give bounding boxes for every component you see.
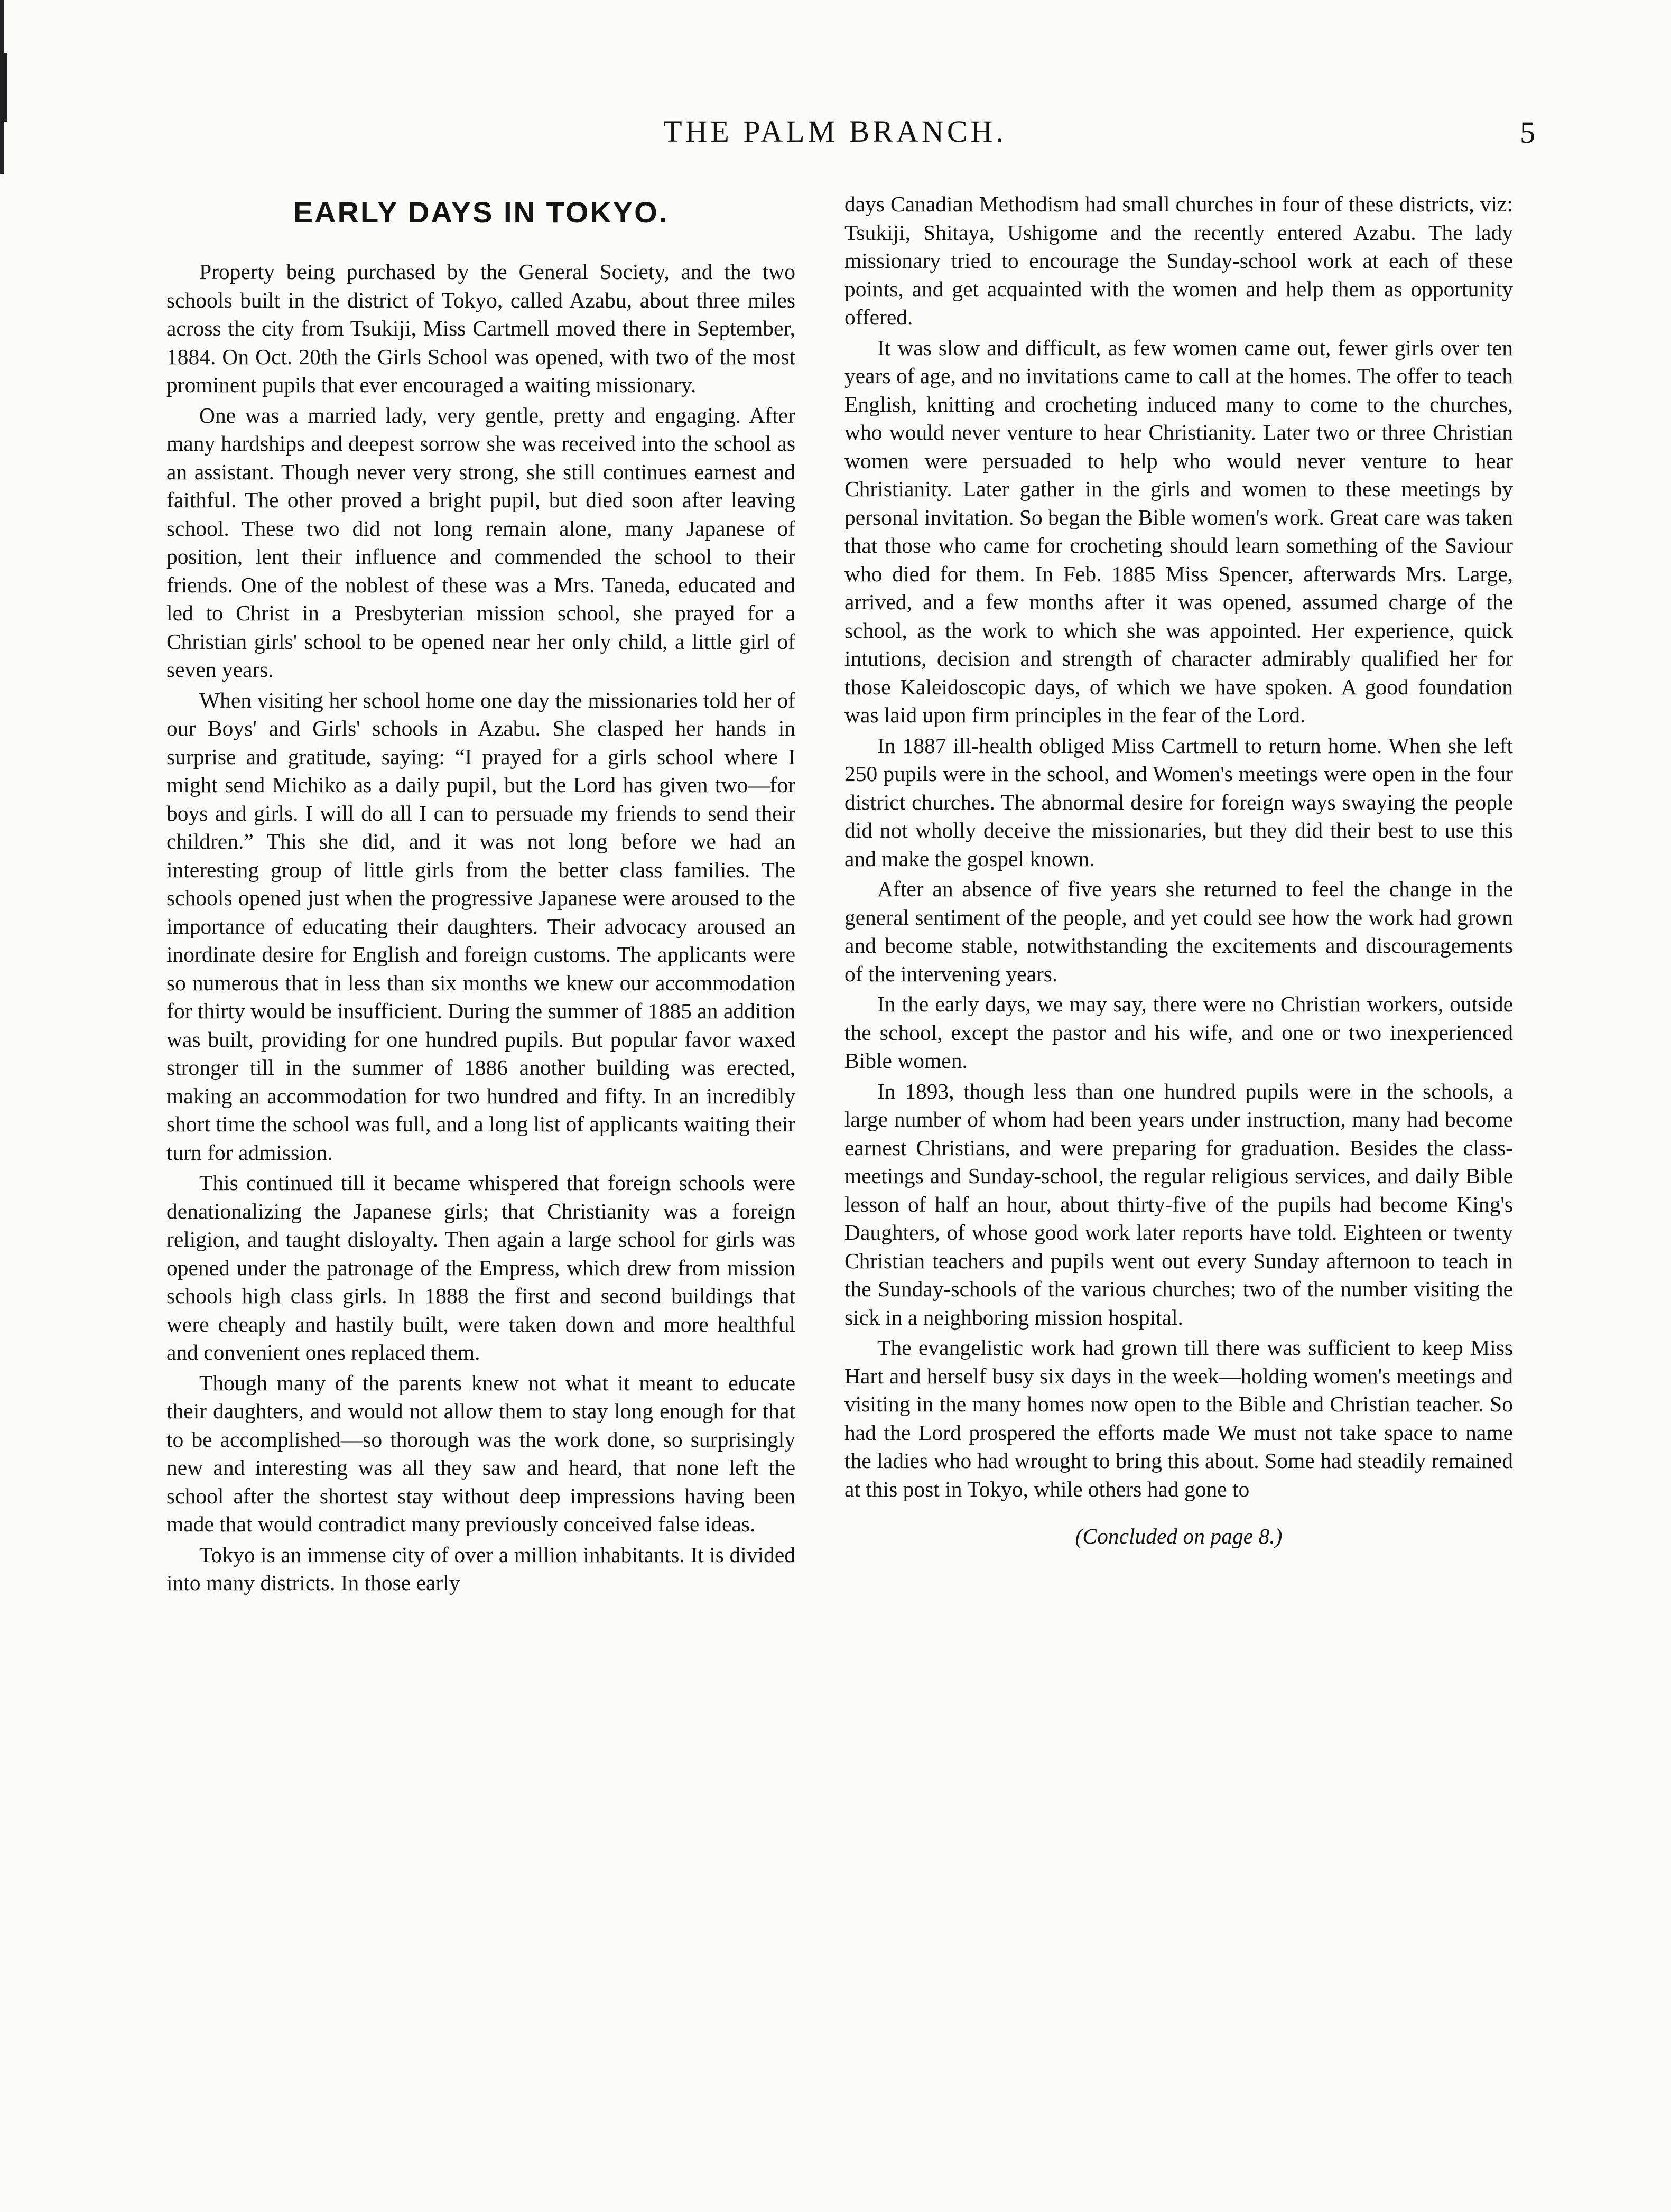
paragraph: After an absence of five years she returned to feel the change in the general sentiment of the people, and yet could see how the work had grown and become stable, notwithstanding the excitements and discouragements of the intervening years.	[844, 877, 1513, 986]
page-header	[166, 114, 1535, 161]
running-title: THE PALM BRANCH.	[663, 114, 1007, 148]
left-column	[166, 197, 795, 1597]
paragraph: In 1887 ill-health obliged Miss Cartmell to return home. When she left 250 pupils were in the school, and Women's meetings were open in the four district churches. The abnormal desire for foreign ways swaying the people did not wholly deceive the missionaries, but they did their best to use this and make the gospel known.	[844, 733, 1513, 871]
paragraph: In the early days, we may say, there were no Christian workers, outside the school, except the pastor and his wife, and one or two inexperienced Bible women.	[844, 992, 1513, 1073]
paragraph: When visiting her school home one day the missionaries told her of our Boys' and Girls' schools in Azabu. She clasped her hands in surprise and gratitude, saying: “I prayed for a girls school where I might send Michiko as a daily pupil, but the Lord has given two—for boys and girls. I will do all I can to persuade my friends to send their children.” This she did, and it was not long before we had an interesting group of little girls from the better class families. The schools opened just when the progressive Japanese were aroused to the importance of educating their daughters. Their advocacy aroused an inordinate desire for English and foreign customs. The applicants were so numerous that in less than six months we knew our accommodation for thirty would be insufficient. During the summer of 1885 an addition was built, providing for one hundred pupils. But popular favor waxed stronger till in the summer of 1886 another building was erected, making an accommodation for two hundred and fifty. In an incredibly short time the school was full, and a long list of applicants waiting their turn for admission.	[166, 687, 795, 1165]
paragraph: Tokyo is an immense city of over a million inhabitants. It is divided into many districts. In those early	[166, 1542, 795, 1595]
article-title: EARLY DAYS IN TOKYO.	[293, 196, 669, 229]
paragraph: In 1893, though less than one hundred pupils were in the schools, a large number of whom had been years under instruction, many had become earnest Christians, and were preparing for graduation. Besides the class-meetings and Sunday-school, the regular religious services, and daily Bible lesson of half an hour, about thirty-five of the pupils had become King's Daughters, of whose good work later reports have told. Eighteen or twenty Christian teachers and pupils went out every Sunday afternoon to teach in the Sunday-schools of the various churches; two of the number visiting the sick in a neighboring mission hospital.	[844, 1079, 1513, 1330]
paragraph: It was slow and difficult, as few women came out, fewer girls over ten years of age, and no invitations came to call at the homes. The offer to teach English, knitting and crocheting induced many to come to the churches, who would never venture to hear Christianity. Later two or three Christian women were persuaded to help who would never venture to hear Christianity. Later gather in the girls and women to these meetings by personal invitation. So began the Bible women's work. Great care was taken that those who came for crocheting should learn something of the Saviour who died for them. In Feb. 1885 Miss Spencer, afterwards Mrs. Large, arrived, and a few months after it was opened, assumed charge of the school, as the work to which she was appointed. Her experience, quick intutions, decision and strength of character admirably qualified her for those Kaleidoscopic days, of which we have spoken. A good foundation was laid upon firm principles in the fear of the Lord.	[844, 335, 1513, 727]
right-column	[844, 190, 1513, 1551]
margin-rule-mark-lower	[0, 53, 7, 122]
continuation-note: (Concluded on page 8.)	[1075, 1524, 1283, 1548]
paragraph: Though many of the parents knew not what it meant to educate their daughters, and would not allow them to stay long enough for that to be accomplished—so thorough was the work done, so surprisingly new and interesting was all they saw and heard, that none left the school after the shortest stay without deep impressions having been made that would contradict many previously conceived false ideas.	[166, 1370, 795, 1536]
paragraph: Property being purchased by the General Society, and the two schools built in the district of Tokyo, called Azabu, about three miles across the city from Tsukiji, Miss Cartmell moved there in September, 1884. On Oct. 20th the Girls School was opened, with two of the most prominent pupils that ever encouraged a waiting missionary.	[166, 259, 795, 397]
paragraph-continued: days Canadian Methodism had small churches in four of these districts, viz: Tsukiji, Shitaya, Ushigome and the recently entered Azabu. The lady missionary tried to encourage the Sunday-school work at each of these points, and get acquainted with the women and help them as opportunity offered.	[844, 192, 1513, 329]
paragraph: The evangelistic work had grown till there was sufficient to keep Miss Hart and herself busy six days in the week—holding women's meetings and visiting in the many homes now open to the Bible and Christian teacher. So had the Lord prospered the efforts made We must not take space to name the ladies who had wrought to bring this about. Some had steadily remained at this post in Tokyo, while others had gone to	[844, 1335, 1513, 1501]
paragraph: This continued till it became whispered that foreign schools were denationalizing the Japanese girls; that Christianity was a foreign religion, and taught disloyalty. Then again a large school for girls was opened under the patronage of the Empress, which drew from mission schools high class girls. In 1888 the first and second buildings that were cheaply and hastily built, were taken down and more healthful and convenient ones replaced them.	[166, 1170, 795, 1364]
page-number: 5	[1520, 115, 1535, 150]
paragraph: One was a married lady, very gentle, pretty and engaging. After many hardships and deepest sorrow she was received into the school as an assistant. Though never very strong, she still continues earnest and faithful. The other proved a bright pupil, but died soon after leaving school. These two did not long remain alone, many Japanese of position, lent their influence and commended the school to their friends. One of the noblest of these was a Mrs. Taneda, educated and led to Christ in a Presbyterian mission school, she prayed for a Christian girls' school to be opened near her only child, a little girl of seven years.	[166, 403, 795, 682]
